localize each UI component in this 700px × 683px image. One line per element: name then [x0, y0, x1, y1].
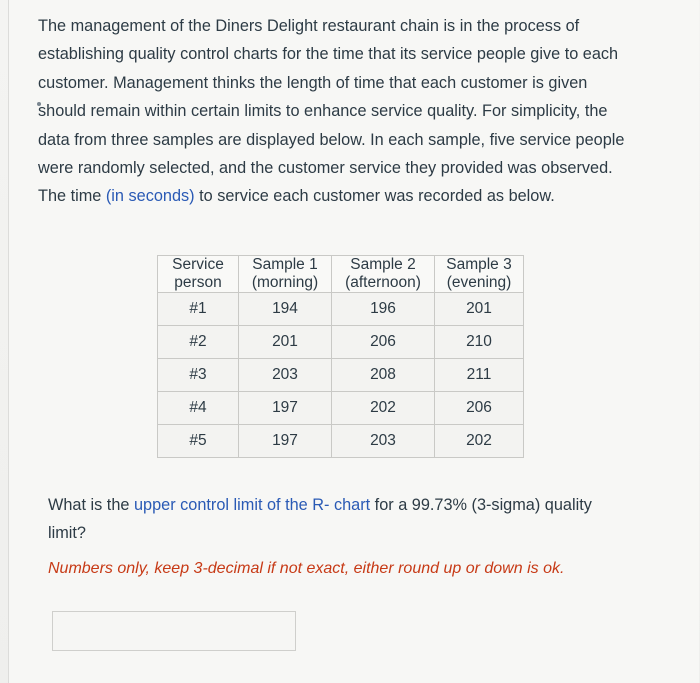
cell-sample-1: 194	[239, 293, 332, 326]
question-text	[38, 12, 638, 211]
cell-person: #2	[158, 326, 239, 359]
cell-sample-2: 203	[332, 425, 435, 458]
cell-sample-3: 210	[435, 326, 524, 359]
answer-hint: Numbers only, keep 3-decimal if not exact, either round up or down is ok.	[48, 560, 565, 577]
cell-sample-1: 201	[239, 326, 332, 359]
table-row	[158, 359, 524, 392]
table-row	[158, 392, 524, 425]
answer-input[interactable]	[52, 611, 296, 651]
cell-sample-1: 203	[239, 359, 332, 392]
cell-person: #4	[158, 392, 239, 425]
table-row	[158, 293, 524, 326]
prompt-text-part2: for a 99.73% (3-sigma) quality limit?	[48, 496, 592, 542]
header-sample-2: Sample 2 (afternoon)	[332, 256, 435, 293]
cell-person: #1	[158, 293, 239, 326]
cell-person: #5	[158, 425, 239, 458]
cell-sample-3: 211	[435, 359, 524, 392]
table-row	[158, 326, 524, 359]
cell-sample-3: 206	[435, 392, 524, 425]
cell-sample-1: 197	[239, 392, 332, 425]
header-service-person: Service person	[158, 256, 239, 293]
table-header-row	[158, 256, 524, 293]
prompt-text	[48, 491, 618, 547]
cell-sample-3: 201	[435, 293, 524, 326]
cell-sample-2: 202	[332, 392, 435, 425]
header-sample-1: Sample 1 (morning)	[239, 256, 332, 293]
prompt-text-highlight: upper control limit of the R- chart	[133, 496, 371, 514]
cell-sample-3: 202	[435, 425, 524, 458]
header-sample-3: Sample 3 (evening)	[435, 256, 524, 293]
question-text-part2: to service each customer was recorded as below.	[194, 187, 555, 206]
table-row	[158, 425, 524, 458]
data-table	[157, 255, 524, 458]
cell-sample-1: 197	[239, 425, 332, 458]
cell-sample-2: 208	[332, 359, 435, 392]
cell-person: #3	[158, 359, 239, 392]
question-text-part1: The management of the Diners Delight restaurant chain is in the process of establishing quality control charts for the time that its service people give to each customer. Management thinks the length of time that each customer is given should remain within certain limits to enhance service quality. For simplicity, the data from three samples are displayed below. In each sample, five service people were randomly selected, and the customer service they provided was observed. The time	[38, 17, 625, 206]
question-text-highlight: (in seconds)	[105, 187, 195, 206]
cell-sample-2: 196	[332, 293, 435, 326]
prompt-text-part1: What is the	[48, 496, 134, 514]
cell-sample-2: 206	[332, 326, 435, 359]
